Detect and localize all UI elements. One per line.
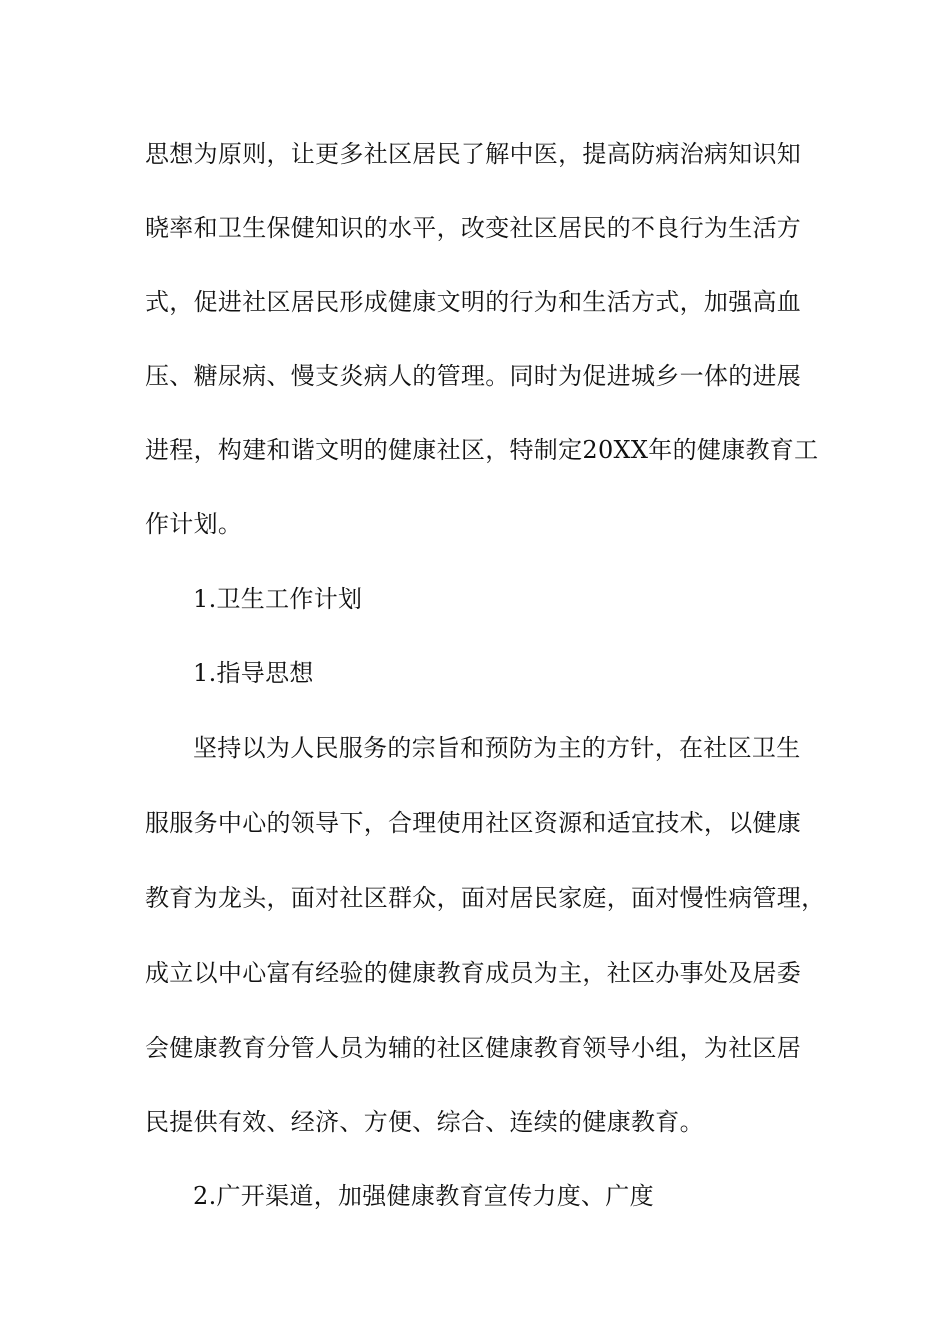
subsection-heading: 1.指导思想 [193, 659, 314, 687]
paragraph-line: 晓率和卫生保健知识的水平，改变社区居民的不良行为生活方 [145, 214, 802, 242]
subsection-heading: 2.广开渠道，加强健康教育宣传力度、广度 [193, 1182, 654, 1210]
paragraph-line: 教育为龙头，面对社区群众，面对居民家庭，面对慢性病管理， [145, 884, 826, 912]
paragraph-line: 会健康教育分管人员为辅的社区健康教育领导小组，为社区居 [145, 1034, 802, 1062]
paragraph-line: 作计划。 [145, 510, 243, 538]
paragraph-line: 压、糖尿病、慢支炎病人的管理。同时为促进城乡一体的进展 [145, 362, 802, 390]
paragraph-line: 式，促进社区居民形成健康文明的行为和生活方式，加强高血 [145, 288, 802, 316]
section-heading: 1.卫生工作计划 [193, 585, 363, 613]
paragraph-line: 思想为原则，让更多社区居民了解中医，提高防病治病知识知 [145, 140, 802, 168]
paragraph-line: 成立以中心富有经验的健康教育成员为主，社区办事处及居委 [145, 959, 802, 987]
paragraph-line: 坚持以为人民服务的宗旨和预防为主的方针，在社区卫生 [193, 734, 801, 762]
paragraph-line: 服服务中心的领导下，合理使用社区资源和适宜技术，以健康 [145, 809, 802, 837]
paragraph-line: 进程，构建和谐文明的健康社区，特制定20XX年的健康教育工 [145, 436, 819, 464]
paragraph-line: 民提供有效、经济、方便、综合、连续的健康教育。 [145, 1108, 704, 1136]
